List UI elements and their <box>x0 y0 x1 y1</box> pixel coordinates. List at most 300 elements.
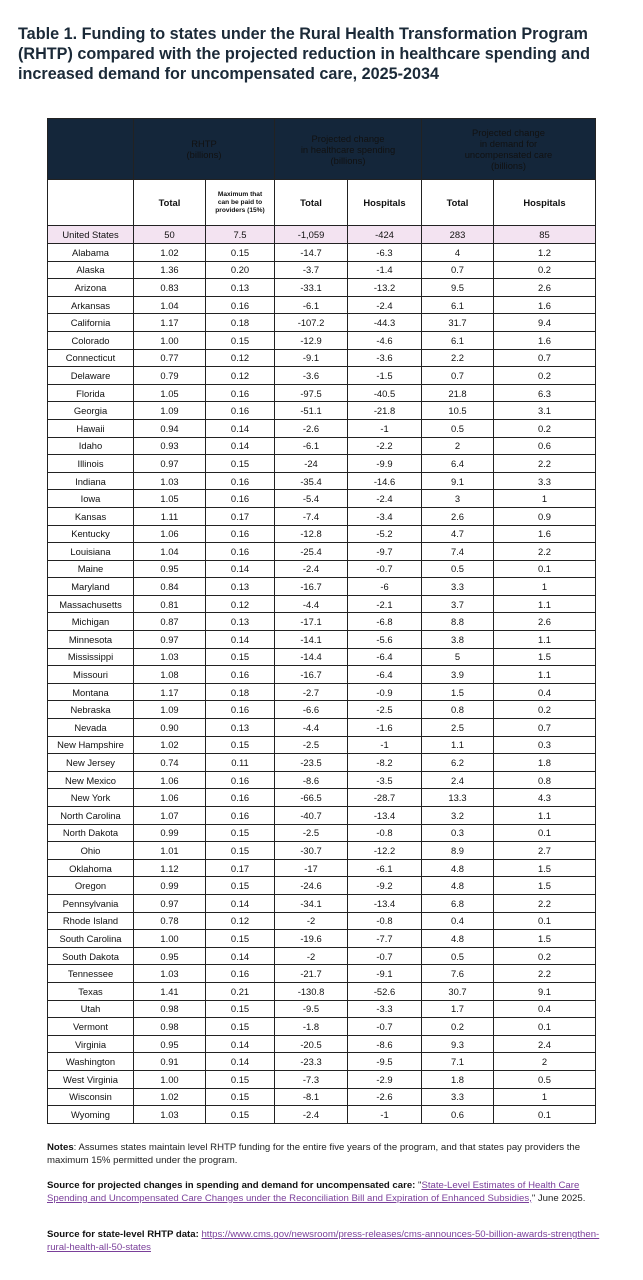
table-cell: 9.3 <box>422 1035 494 1053</box>
table-cell: 1.1 <box>494 666 596 684</box>
table-cell: 1.12 <box>134 859 206 877</box>
table-cell: 0.13 <box>206 719 275 737</box>
table-cell: 0.97 <box>134 455 206 473</box>
table-cell: 1.5 <box>422 683 494 701</box>
table-cell: 0.7 <box>422 261 494 279</box>
table-cell: -66.5 <box>275 789 348 807</box>
table-cell: 2.2 <box>494 543 596 561</box>
header-rhtp: RHTP (billions) <box>134 119 275 180</box>
table-cell: 0.15 <box>206 842 275 860</box>
table-cell: -2.6 <box>275 419 348 437</box>
table-row <box>48 384 596 402</box>
table-cell: 7.4 <box>422 543 494 561</box>
table-cell: 85 <box>494 226 596 244</box>
table-cell: 1.00 <box>134 331 206 349</box>
table-cell: 0.81 <box>134 595 206 613</box>
table-row <box>48 719 596 737</box>
table-cell: -24 <box>275 455 348 473</box>
state-name-cell: Idaho <box>48 437 134 455</box>
table-cell: 9.1 <box>422 472 494 490</box>
table-cell: 1.5 <box>494 859 596 877</box>
table-cell: 2.2 <box>422 349 494 367</box>
table-cell: -21.8 <box>348 402 422 420</box>
table-cell: 0.93 <box>134 437 206 455</box>
table-row <box>48 789 596 807</box>
table-cell: -9.2 <box>348 877 422 895</box>
table-cell: -21.7 <box>275 965 348 983</box>
table-row <box>48 595 596 613</box>
table-cell: 0.15 <box>206 824 275 842</box>
header-row-columns <box>48 180 596 226</box>
table-row <box>48 349 596 367</box>
table-cell: 0.16 <box>206 807 275 825</box>
table-cell: 1.7 <box>422 1000 494 1018</box>
table-cell: 1 <box>494 490 596 508</box>
state-name-cell: Massachusetts <box>48 595 134 613</box>
source-rhtp-link[interactable]: https://www.cms.gov/newsroom/press-releases/cms-announces-50-billion-awards-strengthen-rural-health-all-50-states <box>47 1229 600 1253</box>
table-cell: -2.1 <box>348 595 422 613</box>
state-name-cell: Kansas <box>48 507 134 525</box>
table-cell: 0.1 <box>494 1106 596 1124</box>
table-cell: -0.8 <box>348 824 422 842</box>
table-cell: -6.1 <box>275 296 348 314</box>
table-cell: 0.99 <box>134 877 206 895</box>
table-cell: 0.2 <box>422 1018 494 1036</box>
state-name-cell: Oregon <box>48 877 134 895</box>
table-cell: -14.1 <box>275 631 348 649</box>
table-cell: 0.90 <box>134 719 206 737</box>
table-cell: 2.2 <box>494 965 596 983</box>
table-cell: 0.3 <box>422 824 494 842</box>
table-row <box>48 894 596 912</box>
table-cell: 0.79 <box>134 367 206 385</box>
table-cell: 0.11 <box>206 754 275 772</box>
table-cell: 3.7 <box>422 595 494 613</box>
table-cell: 6.1 <box>422 331 494 349</box>
table-cell: 4.8 <box>422 877 494 895</box>
table-cell: 6.8 <box>422 894 494 912</box>
table-row <box>48 824 596 842</box>
table-cell: -1.4 <box>348 261 422 279</box>
table-cell: -6.1 <box>275 437 348 455</box>
table-cell: 0.17 <box>206 507 275 525</box>
table-cell: 7.5 <box>206 226 275 244</box>
table-row <box>48 367 596 385</box>
table-cell: 0.16 <box>206 965 275 983</box>
table-cell: 0.14 <box>206 631 275 649</box>
table-row-united-states <box>48 226 596 244</box>
table-cell: 0.14 <box>206 947 275 965</box>
table-cell: -17.1 <box>275 613 348 631</box>
table-cell: 0.15 <box>206 1000 275 1018</box>
table-cell: -107.2 <box>275 314 348 332</box>
table-cell: -52.6 <box>348 982 422 1000</box>
table-row <box>48 930 596 948</box>
state-name-cell: Missouri <box>48 666 134 684</box>
table-cell: 1.11 <box>134 507 206 525</box>
table-cell: -6 <box>348 578 422 596</box>
table-cell: 3.2 <box>422 807 494 825</box>
table-cell: 1.02 <box>134 244 206 262</box>
table-row <box>48 1070 596 1088</box>
table-cell: -3.7 <box>275 261 348 279</box>
table-cell: 0.9 <box>494 507 596 525</box>
table-cell: 4.7 <box>422 525 494 543</box>
table-cell: 0.1 <box>494 824 596 842</box>
table-cell: -7.7 <box>348 930 422 948</box>
header-blank-cell <box>48 119 134 180</box>
table-cell: 2.4 <box>422 771 494 789</box>
table-cell: -2.6 <box>348 1088 422 1106</box>
table-cell: -3.6 <box>275 367 348 385</box>
table-cell: 3.3 <box>422 1088 494 1106</box>
col-uncomp-total: Total <box>422 180 494 226</box>
table-cell: -16.7 <box>275 666 348 684</box>
table-cell: 0.12 <box>206 367 275 385</box>
table-cell: -2.5 <box>275 824 348 842</box>
table-cell: -6.1 <box>348 859 422 877</box>
table-cell: -20.5 <box>275 1035 348 1053</box>
header-uncompensated: Projected change in demand for uncompensated care (billions) <box>422 119 596 180</box>
table-cell: 0.15 <box>206 648 275 666</box>
table-cell: 0.14 <box>206 894 275 912</box>
table-cell: -5.4 <box>275 490 348 508</box>
table-row <box>48 261 596 279</box>
table-cell: -40.7 <box>275 807 348 825</box>
table-cell: 0.5 <box>422 947 494 965</box>
table-cell: 0.1 <box>494 912 596 930</box>
table-cell: -7.4 <box>275 507 348 525</box>
table-cell: 30.7 <box>422 982 494 1000</box>
col-rhtp-total: Total <box>134 180 206 226</box>
table-cell: 0.15 <box>206 244 275 262</box>
table-cell: -17 <box>275 859 348 877</box>
page-title: Table 1. Funding to states under the Rural Health Transformation Program (RHTP) compared with the projected reduction in healthcare spending and increased demand for uncompensated care, 2025-2034 <box>18 25 591 83</box>
table-cell: 0.5 <box>422 560 494 578</box>
col-uncomp-hospitals: Hospitals <box>494 180 596 226</box>
table-cell: 1.06 <box>134 525 206 543</box>
table-cell: 0.16 <box>206 490 275 508</box>
table-cell: 0.6 <box>494 437 596 455</box>
table-row <box>48 965 596 983</box>
table-cell: 1.04 <box>134 296 206 314</box>
table-cell: 2.4 <box>494 1035 596 1053</box>
table-cell: 0.12 <box>206 912 275 930</box>
table-cell: -1.8 <box>275 1018 348 1036</box>
table-cell: 0.21 <box>206 982 275 1000</box>
table-row <box>48 859 596 877</box>
table-cell: 1.1 <box>494 631 596 649</box>
table-cell: -9.1 <box>275 349 348 367</box>
table-cell: -1.6 <box>348 719 422 737</box>
table-cell: 0.18 <box>206 314 275 332</box>
table-cell: 0.4 <box>422 912 494 930</box>
table-cell: -0.9 <box>348 683 422 701</box>
table-cell: 4 <box>422 244 494 262</box>
table-cell: 3.3 <box>422 578 494 596</box>
table-cell: 0.8 <box>422 701 494 719</box>
table-cell: 1.08 <box>134 666 206 684</box>
table-cell: 0.16 <box>206 701 275 719</box>
header-state-blank <box>48 180 134 226</box>
state-name-cell: Delaware <box>48 367 134 385</box>
state-name-cell: Arkansas <box>48 296 134 314</box>
state-name-cell: Michigan <box>48 613 134 631</box>
table-cell: 3.9 <box>422 666 494 684</box>
table-row <box>48 736 596 754</box>
table-cell: -8.6 <box>275 771 348 789</box>
table-cell: 2 <box>422 437 494 455</box>
table-cell: 2.5 <box>422 719 494 737</box>
state-name-cell: Colorado <box>48 331 134 349</box>
table-cell: 1.41 <box>134 982 206 1000</box>
table-cell: -2.2 <box>348 437 422 455</box>
table-row <box>48 912 596 930</box>
table-cell: 283 <box>422 226 494 244</box>
table-cell: 0.6 <box>422 1106 494 1124</box>
table-cell: 1.17 <box>134 314 206 332</box>
table-row <box>48 455 596 473</box>
state-name-cell: South Carolina <box>48 930 134 948</box>
table-cell: 0.15 <box>206 877 275 895</box>
table-cell: 4.8 <box>422 859 494 877</box>
table-cell: 3 <box>422 490 494 508</box>
table-cell: 0.18 <box>206 683 275 701</box>
table-cell: -0.7 <box>348 1018 422 1036</box>
table-cell: -1 <box>348 736 422 754</box>
table-cell: 1.8 <box>422 1070 494 1088</box>
state-name-cell: North Carolina <box>48 807 134 825</box>
table-cell: -5.2 <box>348 525 422 543</box>
table-row <box>48 279 596 297</box>
table-cell: -2.7 <box>275 683 348 701</box>
table-cell: 1.03 <box>134 1106 206 1124</box>
table-cell: 9.5 <box>422 279 494 297</box>
table-cell: 0.16 <box>206 402 275 420</box>
table-row <box>48 331 596 349</box>
table-cell: 0.16 <box>206 384 275 402</box>
state-name-cell: Louisiana <box>48 543 134 561</box>
table-cell: -19.6 <box>275 930 348 948</box>
table-cell: 1.5 <box>494 877 596 895</box>
table-cell: 1.1 <box>422 736 494 754</box>
table-cell: -2.9 <box>348 1070 422 1088</box>
table-cell: -4.4 <box>275 719 348 737</box>
table-cell: -9.1 <box>348 965 422 983</box>
table-cell: 0.16 <box>206 543 275 561</box>
state-name-cell: Tennessee <box>48 965 134 983</box>
table-cell: 1.5 <box>494 648 596 666</box>
state-name-cell: North Dakota <box>48 824 134 842</box>
table-cell: 0.84 <box>134 578 206 596</box>
table-cell: -23.3 <box>275 1053 348 1071</box>
state-name-cell: New York <box>48 789 134 807</box>
table-cell: -5.6 <box>348 631 422 649</box>
table-cell: 21.8 <box>422 384 494 402</box>
table-cell: -14.4 <box>275 648 348 666</box>
state-name-cell: Hawaii <box>48 419 134 437</box>
table-cell: 0.2 <box>494 947 596 965</box>
table-cell: -12.9 <box>275 331 348 349</box>
table-cell: 1.03 <box>134 965 206 983</box>
state-name-cell: Indiana <box>48 472 134 490</box>
state-name-cell: Maine <box>48 560 134 578</box>
table-cell: 3.8 <box>422 631 494 649</box>
table-cell: -12.8 <box>275 525 348 543</box>
table-cell: -97.5 <box>275 384 348 402</box>
state-name-cell: Connecticut <box>48 349 134 367</box>
table-cell: 0.2 <box>494 419 596 437</box>
table-cell: 0.91 <box>134 1053 206 1071</box>
table-row <box>48 1000 596 1018</box>
table-cell: -4.4 <box>275 595 348 613</box>
table-cell: -24.6 <box>275 877 348 895</box>
table-cell: 0.15 <box>206 736 275 754</box>
table-cell: 4.8 <box>422 930 494 948</box>
table-cell: -1.5 <box>348 367 422 385</box>
source-spending-link[interactable]: State-Level Estimates of Health Care Spending and Uncompensated Care Changes under the Reconciliation Bill and Expiration of Enhanced Subsidies, <box>47 1180 580 1204</box>
table-cell: -9.7 <box>348 543 422 561</box>
table-cell: 1.00 <box>134 930 206 948</box>
table-cell: 1.07 <box>134 807 206 825</box>
table-cell: 0.83 <box>134 279 206 297</box>
table-row <box>48 543 596 561</box>
table-row <box>48 1018 596 1036</box>
table-cell: United States <box>48 226 134 244</box>
table-row <box>48 631 596 649</box>
table-cell: 7.6 <box>422 965 494 983</box>
state-name-cell: Iowa <box>48 490 134 508</box>
table-cell: 1.02 <box>134 1088 206 1106</box>
table-row <box>48 877 596 895</box>
table-cell: 2.7 <box>494 842 596 860</box>
table-cell: 1.6 <box>494 331 596 349</box>
table-cell: 1.00 <box>134 1070 206 1088</box>
col-rhtp-max: Maximum that can be paid to providers (15%) <box>206 180 275 226</box>
state-name-cell: Kentucky <box>48 525 134 543</box>
table-row <box>48 578 596 596</box>
state-name-cell: Washington <box>48 1053 134 1071</box>
state-name-cell: Wyoming <box>48 1106 134 1124</box>
table-cell: -12.2 <box>348 842 422 860</box>
table-cell: -13.4 <box>348 894 422 912</box>
table-cell: 0.15 <box>206 455 275 473</box>
state-name-cell: Alaska <box>48 261 134 279</box>
table-row <box>48 402 596 420</box>
header-spending: Projected change in healthcare spending (billions) <box>275 119 422 180</box>
table-cell: 1.2 <box>494 244 596 262</box>
table-cell: 1.02 <box>134 736 206 754</box>
table-cell: -8.6 <box>348 1035 422 1053</box>
table-cell: -35.4 <box>275 472 348 490</box>
table-cell: 2.6 <box>494 279 596 297</box>
table-cell: 13.3 <box>422 789 494 807</box>
table-cell: 0.13 <box>206 279 275 297</box>
table-cell: -33.1 <box>275 279 348 297</box>
table-cell: 0.5 <box>494 1070 596 1088</box>
table-cell: -0.7 <box>348 560 422 578</box>
table-cell: 0.15 <box>206 1070 275 1088</box>
table-cell: -6.4 <box>348 648 422 666</box>
state-name-cell: South Dakota <box>48 947 134 965</box>
table-row <box>48 613 596 631</box>
state-name-cell: New Jersey <box>48 754 134 772</box>
table-cell: -25.4 <box>275 543 348 561</box>
table-cell: 1.04 <box>134 543 206 561</box>
state-name-cell: Arizona <box>48 279 134 297</box>
table-cell: 0.15 <box>206 331 275 349</box>
table-cell: -6.4 <box>348 666 422 684</box>
state-name-cell: Mississippi <box>48 648 134 666</box>
state-name-cell: Nevada <box>48 719 134 737</box>
table-cell: -0.8 <box>348 912 422 930</box>
table-cell: 0.15 <box>206 1018 275 1036</box>
table-cell: 0.74 <box>134 754 206 772</box>
table-cell: -4.6 <box>348 331 422 349</box>
table-cell: 1.06 <box>134 771 206 789</box>
table-cell: 0.97 <box>134 631 206 649</box>
table-cell: 0.1 <box>494 560 596 578</box>
table-cell: 1.6 <box>494 525 596 543</box>
table-cell: 0.13 <box>206 578 275 596</box>
table-row <box>48 1053 596 1071</box>
table-cell: 0.98 <box>134 1018 206 1036</box>
state-name-cell: New Mexico <box>48 771 134 789</box>
state-name-cell: Minnesota <box>48 631 134 649</box>
table-cell: 50 <box>134 226 206 244</box>
table-cell: 7.1 <box>422 1053 494 1071</box>
table-row <box>48 1035 596 1053</box>
table-cell: -28.7 <box>348 789 422 807</box>
state-name-cell: Pennsylvania <box>48 894 134 912</box>
table-cell: 0.16 <box>206 525 275 543</box>
table-cell: 2.6 <box>494 613 596 631</box>
table-row <box>48 842 596 860</box>
table-row <box>48 982 596 1000</box>
table-cell: 0.94 <box>134 419 206 437</box>
table-row <box>48 296 596 314</box>
table-cell: 1.03 <box>134 472 206 490</box>
state-name-cell: Ohio <box>48 842 134 860</box>
table-cell: -0.7 <box>348 947 422 965</box>
table-cell: 0.14 <box>206 1035 275 1053</box>
table-cell: -13.2 <box>348 279 422 297</box>
table-cell: 0.1 <box>494 1018 596 1036</box>
table-cell: -13.4 <box>348 807 422 825</box>
table-cell: -8.2 <box>348 754 422 772</box>
table-cell: 1.36 <box>134 261 206 279</box>
table-cell: -9.9 <box>348 455 422 473</box>
table-cell: 6.2 <box>422 754 494 772</box>
table-row <box>48 947 596 965</box>
table-row <box>48 490 596 508</box>
table-cell: 0.14 <box>206 560 275 578</box>
notes-paragraph: Notes: Assumes states maintain level RHTP funding for the entire five years of the program, and that states pay providers the maximum 15% permitted under the program. <box>47 1142 581 1166</box>
table-cell: 6.1 <box>422 296 494 314</box>
table-cell: -8.1 <box>275 1088 348 1106</box>
table-cell: 0.77 <box>134 349 206 367</box>
table-cell: 0.13 <box>206 613 275 631</box>
state-name-cell: Montana <box>48 683 134 701</box>
table-cell: 0.16 <box>206 296 275 314</box>
table-row <box>48 1106 596 1124</box>
table-cell: 1.05 <box>134 490 206 508</box>
table-cell: 0.2 <box>494 261 596 279</box>
state-name-cell: Georgia <box>48 402 134 420</box>
table-cell: -7.3 <box>275 1070 348 1088</box>
table-cell: -2.5 <box>348 701 422 719</box>
state-name-cell: Illinois <box>48 455 134 473</box>
